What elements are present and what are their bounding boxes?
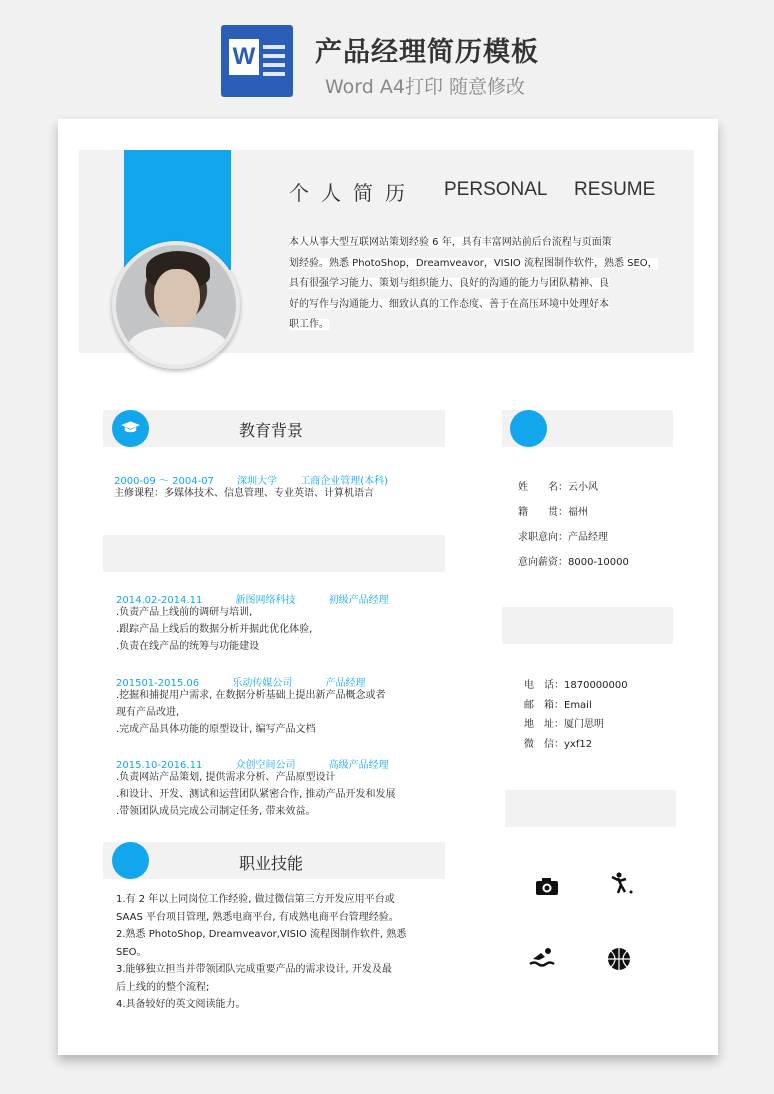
job-header: 2014.02-2014.11 新图网络科技 初级产品经理 bbox=[116, 595, 389, 606]
resume-title-cn: 个人简历 bbox=[289, 181, 417, 205]
skill-line: 后上线的的整个流程; bbox=[116, 981, 210, 993]
contact-header bbox=[502, 607, 673, 644]
contact-phone: 电 话：1870000000 bbox=[524, 680, 628, 691]
skill-line: 1.有 2 年以上同岗位工作经验, 做过微信第三方开发应用平台或 bbox=[116, 894, 395, 905]
skill-line: 2.熟悉 PhotoShop, Dreamveavor,VISIO 流程图制作软件, 熟悉 bbox=[116, 929, 407, 940]
camera-icon bbox=[534, 873, 560, 899]
golf-icon bbox=[608, 871, 634, 897]
intro-line: 具有很强学习能力、策划与组织能力、良好的沟通的能力与团队精神、良 bbox=[289, 278, 609, 289]
info-intent: 求职意向：产品经理 bbox=[518, 532, 608, 543]
banner bbox=[0, 0, 774, 110]
resume-title-en-personal: PERSONAL bbox=[444, 179, 548, 200]
job-line: .负责产品上线前的调研与培训, bbox=[116, 607, 253, 618]
job-header: 2015.10-2016.11 众创空间公司 高级产品经理 bbox=[116, 760, 389, 771]
job-line: .跟踪产品上线后的数据分析并据此优化体验, bbox=[116, 624, 313, 635]
skills-circle-icon bbox=[112, 842, 149, 879]
skill-line: 3.能够独立担当并带领团队完成重要产品的需求设计, 开发及最 bbox=[116, 964, 392, 975]
contact-wechat: 微 信：yxf12 bbox=[524, 739, 593, 750]
education-courses: 主修课程：多媒体技术、信息管理、专业英语、计算机语言 bbox=[114, 488, 374, 499]
education-entry: 2000-09 ～ 2004-07 深圳大学 工商企业管理(本科) bbox=[114, 476, 389, 487]
word-logo-icon bbox=[221, 25, 293, 97]
intro-line: 好的写作与沟通能力、细致认真的工作态度、善于在高压环境中处理好本 bbox=[289, 298, 609, 310]
job-line: .完成产品具体功能的原型设计, 编写产品文档 bbox=[116, 724, 316, 735]
job-line: 现有产品改进, bbox=[116, 707, 180, 718]
resume-title-en-resume: RESUME bbox=[574, 179, 656, 200]
job-line: .挖掘和捕捉用户需求, 在数据分析基础上提出新产品概念或者 bbox=[116, 690, 386, 701]
job-line: .负责网站产品策划, 提供需求分析、产品原型设计 bbox=[116, 772, 336, 783]
intro-line: 职工作。 bbox=[289, 319, 329, 330]
intro-text bbox=[289, 233, 661, 336]
graduation-cap-icon bbox=[112, 410, 149, 447]
info-origin: 籍 贯：福州 bbox=[518, 507, 588, 518]
info-salary: 意向薪资：8000-10000 bbox=[518, 557, 629, 568]
contact-address: 地 址：厦门思明 bbox=[524, 719, 604, 730]
hobbies-header bbox=[505, 790, 676, 827]
job-line: .带领团队成员完成公司制定任务, 带来效益。 bbox=[116, 806, 316, 817]
job-header: 201501-2015.06 乐动传媒公司 产品经理 bbox=[116, 678, 366, 689]
banner-title: 产品经理简历模板 bbox=[315, 37, 539, 68]
word-logo-letter: W bbox=[229, 39, 259, 75]
skills-list bbox=[116, 891, 446, 1014]
avatar bbox=[112, 241, 240, 369]
skill-line: SAAS 平台项目管理, 熟悉电商平台, 有成熟电商平台管理经验。 bbox=[116, 911, 399, 923]
personal-info-circle-icon bbox=[510, 410, 547, 447]
banner-subtitle: Word A4打印 随意修改 bbox=[325, 76, 526, 98]
contact-email: 邮 箱：Email bbox=[524, 700, 592, 711]
job-line: .负责在线产品的统筹与功能建设 bbox=[116, 641, 260, 652]
job-line: .和设计、开发、测试和运营团队紧密合作, 推动产品开发和发展 bbox=[116, 789, 396, 800]
skill-line: 4.具备较好的英文阅读能力。 bbox=[116, 999, 246, 1010]
resume-page bbox=[58, 119, 718, 1055]
intro-line: 划经验。熟悉 PhotoShop，Dreamveavor，VISIO 流程图制作软件，熟悉 SEO， bbox=[289, 257, 658, 269]
swimming-icon bbox=[529, 945, 555, 971]
info-name: 姓 名：云小风 bbox=[518, 482, 598, 493]
education-title: 教育背景 bbox=[239, 421, 304, 440]
intro-line: 本人从事大型互联网站策划经验 6 年，具有丰富网站前后台流程与页面策 bbox=[289, 237, 612, 248]
skills-title: 职业技能 bbox=[239, 854, 304, 873]
work-header bbox=[103, 535, 445, 572]
skill-line: SEO。 bbox=[116, 946, 147, 958]
basketball-icon bbox=[606, 946, 632, 972]
